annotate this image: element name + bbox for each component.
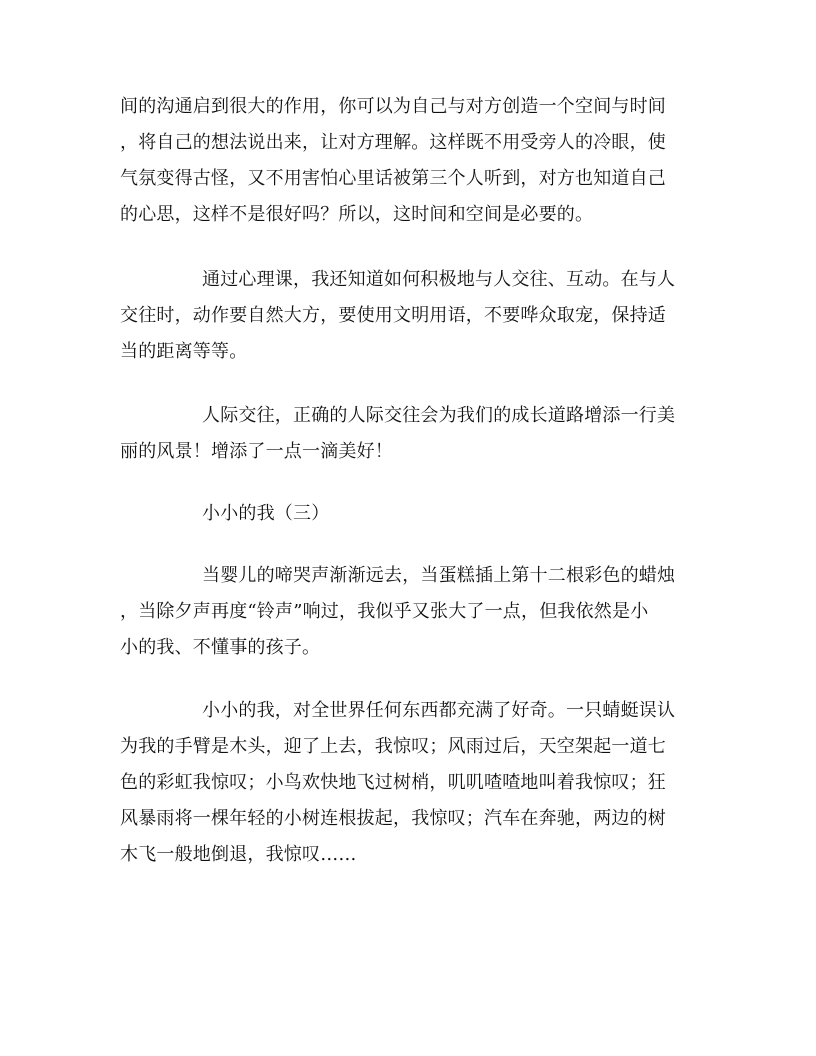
paragraph-communication-space [120,89,700,233]
section-heading [120,496,700,532]
text-line: 气氛变得古怪，又不用害怕心里话被第三个人听到，对方也知道自己 [120,168,666,189]
text-line: 通过心理课，我还知道如何积极地与人交往、互动。在与人 [202,269,676,290]
text-line: ，当除夕声再度“铃声”响过，我似乎又张大了一点，但我依然是小 [120,601,649,622]
text-line: 当的距离等等。 [120,341,248,362]
paragraph-interpersonal [120,398,700,470]
text-line: 人际交往，正确的人际交往会为我们的成长道路增添一行美 [202,405,676,426]
heading-text: 小小的我（三） [202,503,330,524]
paragraph-curiosity [120,693,700,873]
text-line: 小小的我，对全世界任何东西都充满了好奇。一只蜻蜓误认 [202,700,676,721]
paragraph-growing-up [120,558,700,666]
text-line: ，将自己的想法说出来，让对方理解。这样既不用受旁人的冷眼，使 [120,132,666,153]
text-line: 交往时，动作要自然大方，要使用文明用语，不要哗众取宠，保持适 [120,305,666,326]
text-line: 风暴雨将一棵年轻的小树连根拔起，我惊叹；汽车在奔驰，两边的树 [120,808,666,829]
text-line: 丽的风景！增添了一点一滴美好！ [120,441,393,462]
text-line: 为我的手臂是木头，迎了上去，我惊叹；风雨过后，天空架起一道七 [120,736,666,757]
text-line: 间的沟通启到很大的作用，你可以为自己与对方创造一个空间与时间 [120,96,666,117]
text-line: 的心思，这样不是很好吗？所以，这时间和空间是必要的。 [120,204,594,225]
text-line: 当婴儿的啼哭声渐渐远去，当蛋糕插上第十二根彩色的蜡烛 [202,565,676,586]
text-line: 木飞一般地倒退，我惊叹…… [120,844,357,865]
text-line: 色的彩虹我惊叹；小鸟欢快地飞过树梢，叽叽喳喳地叫着我惊叹；狂 [120,772,666,793]
text-line: 小的我、不懂事的孩子。 [120,637,321,658]
paragraph-psychology-class [120,262,700,370]
